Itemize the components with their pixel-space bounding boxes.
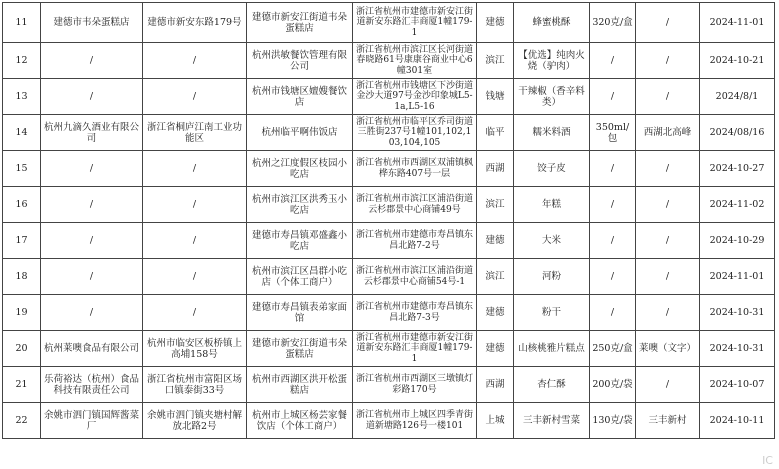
cell-seller-addr: 浙江省杭州市西湖区双浦镇枫桦东路407号一层: [353, 151, 477, 187]
cell-producer-addr: /: [143, 79, 247, 115]
cell-producer: /: [41, 151, 143, 187]
cell-no: 22: [3, 403, 41, 439]
cell-producer-addr: /: [143, 223, 247, 259]
cell-seller: 建德市寿昌镇邓盛鑫小吃店: [247, 223, 353, 259]
cell-seller-addr: 浙江省杭州市钱塘区下沙街道金沙大道97号金沙印象城L5-1a,L5-16: [353, 79, 477, 115]
cell-producer-addr: 建德市新安东路179号: [143, 3, 247, 43]
cell-brand: /: [636, 43, 700, 79]
cell-producer-addr: 余姚市泗门镇夹塘村解放北路2号: [143, 403, 247, 439]
cell-product: 三丰新村雪菜: [514, 403, 590, 439]
cell-date: 2024-11-02: [700, 187, 775, 223]
table-row: [3, 367, 775, 403]
table-body: [3, 3, 775, 439]
cell-seller: 杭州市滨江区洪秀玉小吃店: [247, 187, 353, 223]
cell-producer-addr: /: [143, 187, 247, 223]
cell-spec: 200克/袋: [590, 367, 636, 403]
cell-seller: 建德市新安江街道韦朵蛋糕店: [247, 3, 353, 43]
cell-date: 2024-10-21: [700, 43, 775, 79]
cell-producer-addr: 浙江省杭州市富阳区场口镇泰街33号: [143, 367, 247, 403]
cell-spec: 320克/盒: [590, 3, 636, 43]
table-row: [3, 79, 775, 115]
cell-date: 2024-11-01: [700, 3, 775, 43]
cell-spec: /: [590, 151, 636, 187]
cell-date: 2024-10-07: [700, 367, 775, 403]
cell-producer-addr: 杭州市临安区板桥镇上高埔158号: [143, 331, 247, 367]
cell-product: 蜂蜜桃酥: [514, 3, 590, 43]
cell-district: 滨江: [477, 187, 514, 223]
cell-seller-addr: 浙江省杭州市上城区四季青街道新塘路126号一楼101: [353, 403, 477, 439]
cell-product: 饺子皮: [514, 151, 590, 187]
cell-producer: 杭州莱噢食品有限公司: [41, 331, 143, 367]
cell-district: 滨江: [477, 259, 514, 295]
cell-seller: 杭州市西湖区洪开松蛋糕店: [247, 367, 353, 403]
table-row: [3, 187, 775, 223]
table-row: [3, 331, 775, 367]
cell-no: 11: [3, 3, 41, 43]
cell-date: 2024/08/16: [700, 115, 775, 151]
cell-producer: /: [41, 79, 143, 115]
cell-spec: /: [590, 79, 636, 115]
inspection-results-table: [2, 2, 775, 439]
cell-product: 年糕: [514, 187, 590, 223]
cell-no: 16: [3, 187, 41, 223]
cell-no: 21: [3, 367, 41, 403]
cell-district: 建德: [477, 223, 514, 259]
cell-brand: /: [636, 295, 700, 331]
table-row: [3, 151, 775, 187]
table-row: [3, 403, 775, 439]
watermark: IC: [762, 454, 773, 467]
cell-spec: 130克/袋: [590, 403, 636, 439]
cell-producer: /: [41, 259, 143, 295]
cell-brand: 莱噢（文字）: [636, 331, 700, 367]
cell-district: 西湖: [477, 367, 514, 403]
table-row: [3, 295, 775, 331]
cell-no: 15: [3, 151, 41, 187]
table-row: [3, 259, 775, 295]
table-row: [3, 115, 775, 151]
cell-date: 2024-10-31: [700, 331, 775, 367]
cell-brand: /: [636, 223, 700, 259]
cell-spec: 250克/盒: [590, 331, 636, 367]
cell-product: 糯米料酒: [514, 115, 590, 151]
cell-seller: 杭州洪敏餐饮管理有限公司: [247, 43, 353, 79]
cell-producer-addr: /: [143, 259, 247, 295]
cell-spec: /: [590, 187, 636, 223]
cell-producer-addr: /: [143, 295, 247, 331]
cell-product: 干辣椒（香辛料类）: [514, 79, 590, 115]
cell-producer: /: [41, 187, 143, 223]
cell-seller-addr: 浙江省杭州市建德市新安江街道新安东路汇丰商厦1幢179-1: [353, 331, 477, 367]
cell-date: 2024-11-01: [700, 259, 775, 295]
cell-seller-addr: 浙江省杭州市滨江区浦沿街道云杉郡景中心商铺49号: [353, 187, 477, 223]
cell-seller-addr: 浙江省杭州市临平区乔司街道三胜街237号1幢101,102,103,104,105: [353, 115, 477, 151]
cell-no: 14: [3, 115, 41, 151]
cell-producer: 乐荷裕达（杭州）食品科技有限责任公司: [41, 367, 143, 403]
cell-spec: /: [590, 43, 636, 79]
cell-seller-addr: 浙江省杭州市建德市寿昌镇东昌北路7-3号: [353, 295, 477, 331]
cell-seller: 建德市寿昌镇表弟家面馆: [247, 295, 353, 331]
cell-spec: /: [590, 259, 636, 295]
cell-brand: /: [636, 259, 700, 295]
cell-seller: 杭州之江度假区枝园小吃店: [247, 151, 353, 187]
cell-producer: /: [41, 43, 143, 79]
cell-spec: /: [590, 295, 636, 331]
cell-producer-addr: /: [143, 151, 247, 187]
cell-producer-addr: /: [143, 43, 247, 79]
cell-district: 建德: [477, 3, 514, 43]
cell-date: 2024/8/1: [700, 79, 775, 115]
cell-product: 粉干: [514, 295, 590, 331]
cell-seller: 杭州市钱塘区嬗嫂餐饮店: [247, 79, 353, 115]
cell-product: 杏仁酥: [514, 367, 590, 403]
cell-date: 2024-10-29: [700, 223, 775, 259]
table-row: [3, 223, 775, 259]
cell-seller: 建德市新安江街道韦朵蛋糕店: [247, 331, 353, 367]
cell-district: 钱塘: [477, 79, 514, 115]
cell-producer: /: [41, 223, 143, 259]
cell-brand: 三丰新村: [636, 403, 700, 439]
cell-district: 滨江: [477, 43, 514, 79]
cell-producer-addr: 浙江省桐庐江南工业功能区: [143, 115, 247, 151]
cell-seller: 杭州临平啊伟饭店: [247, 115, 353, 151]
cell-no: 12: [3, 43, 41, 79]
cell-district: 建德: [477, 295, 514, 331]
cell-seller-addr: 浙江省杭州市滨江区浦沿街道云杉郡景中心商铺54号-1: [353, 259, 477, 295]
cell-brand: 西湖北高峰: [636, 115, 700, 151]
cell-seller-addr: 浙江省杭州市建德市寿昌镇东昌北路7-2号: [353, 223, 477, 259]
table-row: [3, 43, 775, 79]
cell-district: 上城: [477, 403, 514, 439]
cell-date: 2024-10-31: [700, 295, 775, 331]
table-row: [3, 3, 775, 43]
cell-no: 19: [3, 295, 41, 331]
cell-product: 大米: [514, 223, 590, 259]
cell-no: 18: [3, 259, 41, 295]
cell-seller-addr: 浙江省杭州市滨江区长河街道春晓路61号康康谷商业中心6幢301室: [353, 43, 477, 79]
cell-producer: 杭州九滴久酒业有限公司: [41, 115, 143, 151]
cell-seller-addr: 浙江省杭州市西湖区三墩镇灯彩路170号: [353, 367, 477, 403]
cell-seller: 杭州市滨江区昌群小吃店（个体工商户）: [247, 259, 353, 295]
cell-date: 2024-10-27: [700, 151, 775, 187]
cell-brand: /: [636, 151, 700, 187]
cell-brand: /: [636, 187, 700, 223]
cell-no: 13: [3, 79, 41, 115]
cell-product: 山核桃雅片糕点: [514, 331, 590, 367]
cell-spec: /: [590, 223, 636, 259]
cell-seller: 杭州市上城区杨芸家餐饮店（个体工商户）: [247, 403, 353, 439]
cell-spec: 350ml/包: [590, 115, 636, 151]
cell-brand: /: [636, 3, 700, 43]
cell-date: 2024-10-11: [700, 403, 775, 439]
cell-no: 20: [3, 331, 41, 367]
cell-district: 临平: [477, 115, 514, 151]
cell-district: 西湖: [477, 151, 514, 187]
cell-district: 建德: [477, 331, 514, 367]
cell-producer: 余姚市泗门镇国辉酱菜厂: [41, 403, 143, 439]
cell-producer: 建德市韦朵蛋糕店: [41, 3, 143, 43]
cell-product: 河粉: [514, 259, 590, 295]
cell-product: 【优选】纯肉火烧（驴肉）: [514, 43, 590, 79]
cell-brand: /: [636, 367, 700, 403]
cell-producer: /: [41, 295, 143, 331]
cell-brand: /: [636, 79, 700, 115]
cell-seller-addr: 浙江省杭州市建德市新安江街道新安东路汇丰商厦1幢179-1: [353, 3, 477, 43]
cell-no: 17: [3, 223, 41, 259]
